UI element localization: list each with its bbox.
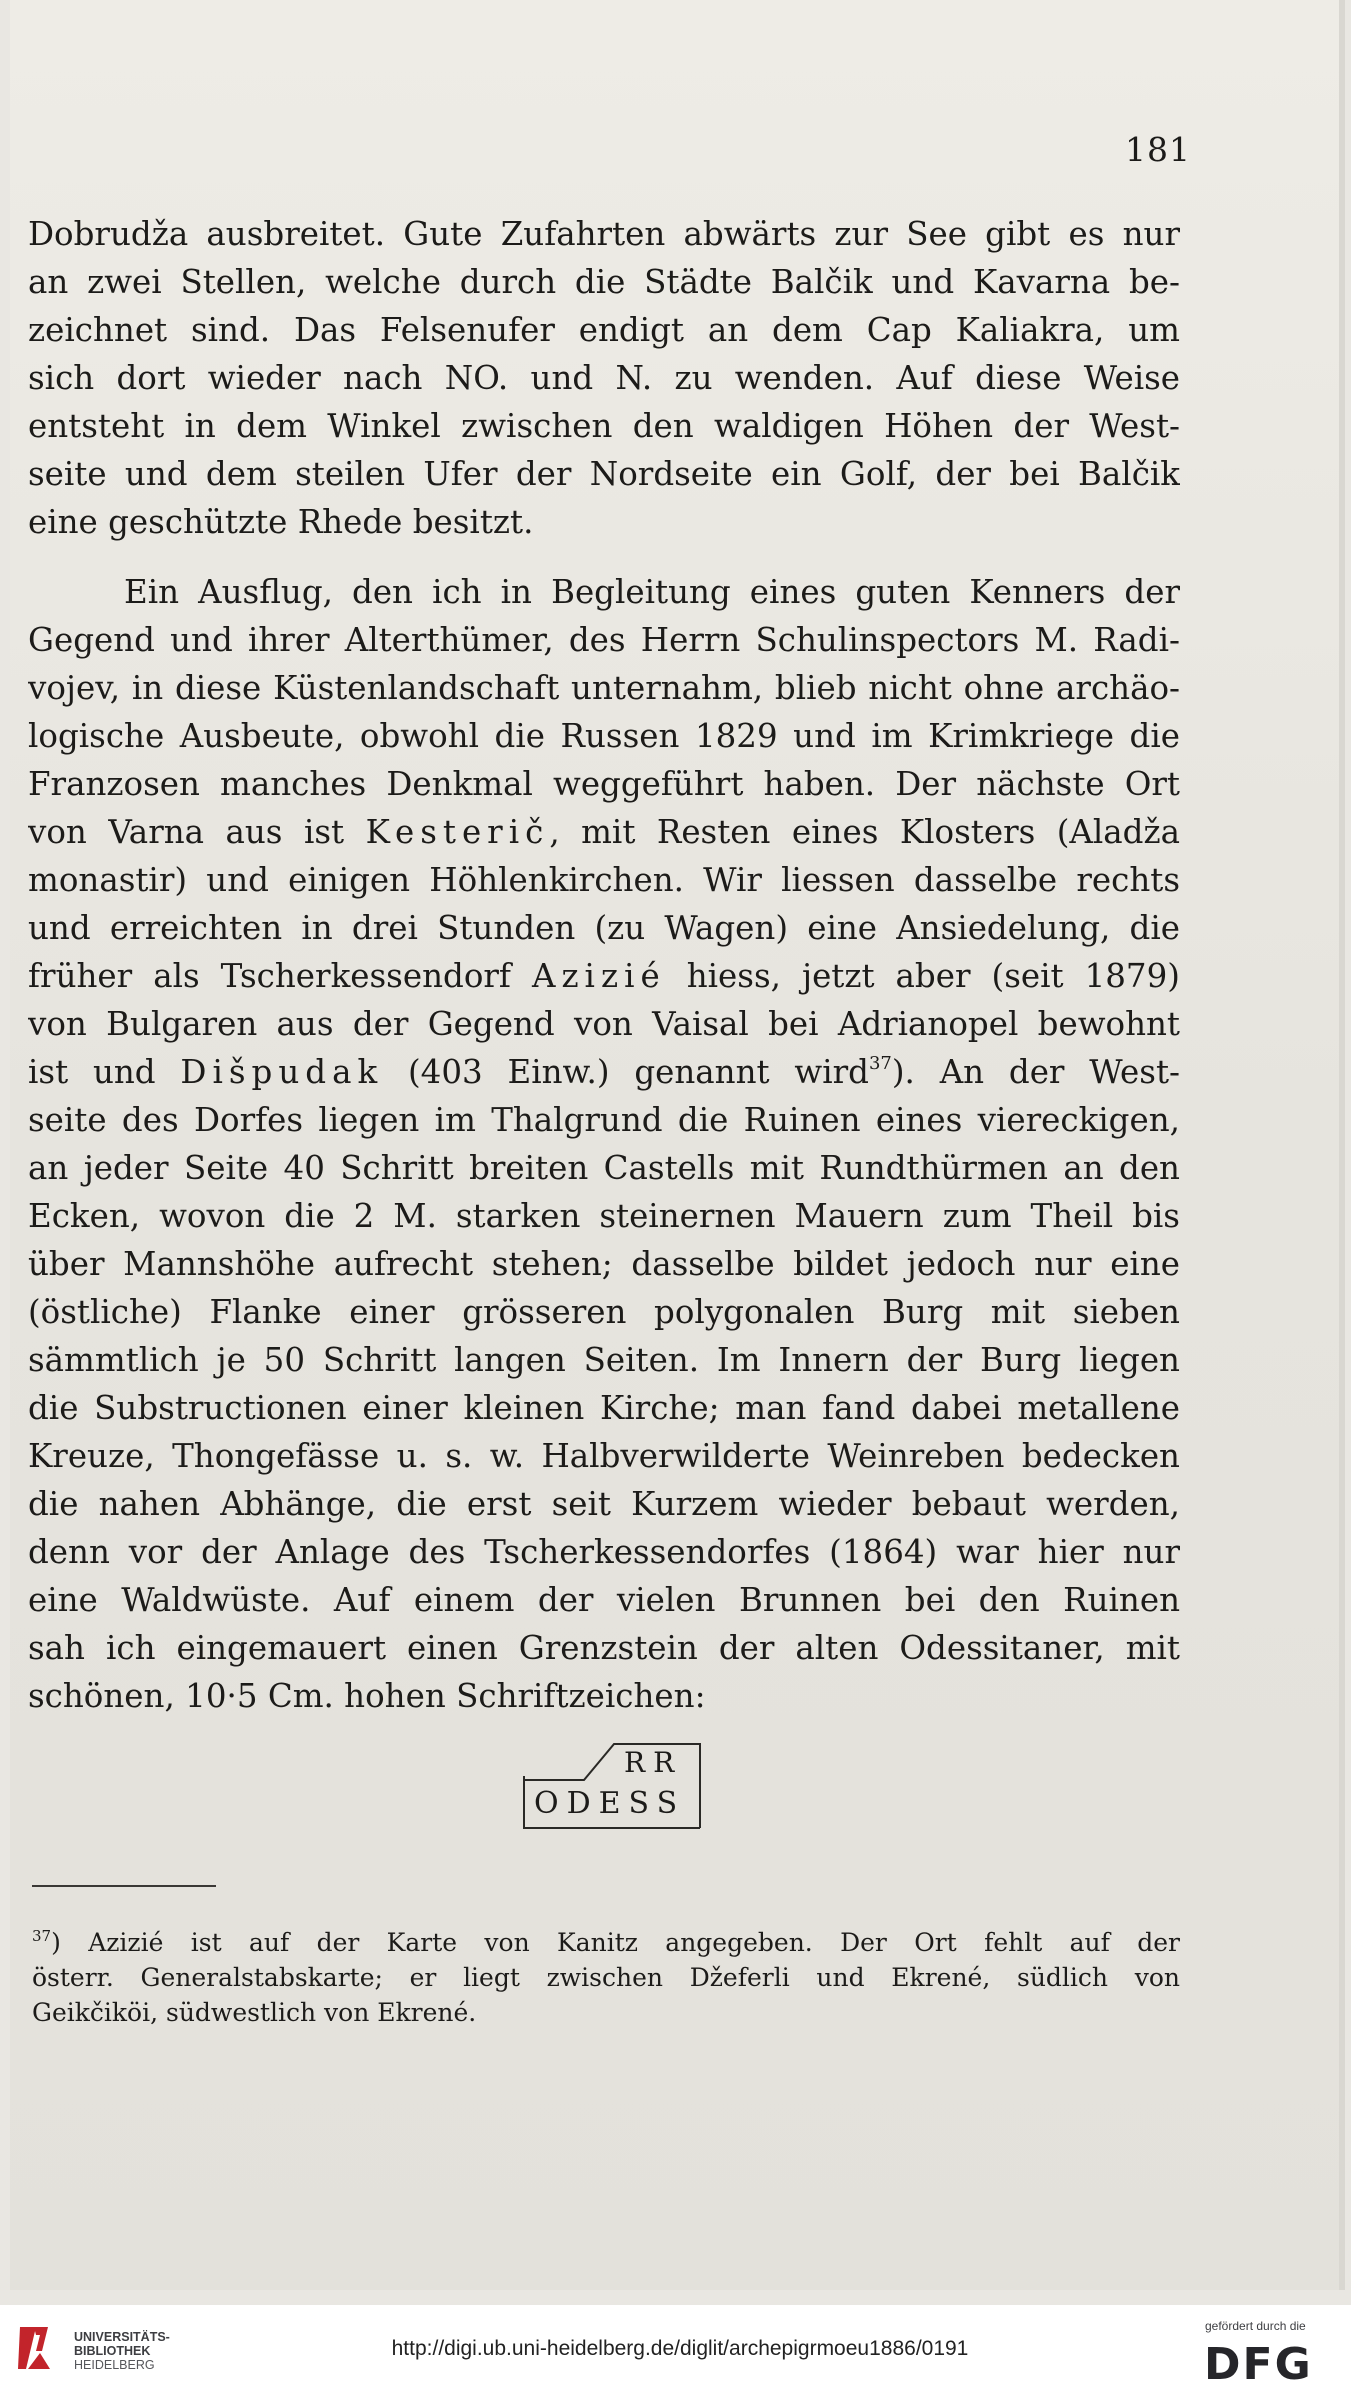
text-line: eine Waldwüste. Auf einem der vielen Brunnen bei den Ruinen — [28, 1581, 1180, 1619]
text-line: die nahen Abhänge, die erst seit Kurzem wieder bebaut werden, — [28, 1485, 1180, 1523]
body-text — [28, 210, 1180, 1720]
footnote-line: Geikčiköi, südwestlich von Ekrené. — [32, 1998, 477, 2027]
text-line: sämmtlich je 50 Schritt langen Seiten. Im Innern der Burg liegen — [28, 1341, 1180, 1379]
footer-bar — [0, 2305, 1351, 2399]
text-line: Franzosen manches Denkmal weggeführt haben. Der nächste Ort — [28, 765, 1180, 803]
text-line: denn vor der Anlage des Tscherkessendorfes (1864) war hier nur — [28, 1533, 1180, 1571]
footnote-line: $^{37}$) Azizié ist auf der Karte von Kanitz angegeben. Der Ort fehlt auf der — [32, 1927, 1180, 1957]
inscription-line: RR — [624, 1746, 683, 1779]
footnote-number: 37 — [32, 1927, 52, 1945]
page-number: 181 — [1125, 130, 1191, 169]
text-line: sah ich eingemauert einen Grenzstein der alten Odessitaner, mit — [28, 1629, 1180, 1667]
scanned-page — [10, 0, 1345, 2290]
text-line: Ecken, wovon die 2 M. starken steinernen Mauern zum Theil bis — [28, 1197, 1180, 1235]
footnote-line: österr. Generalstabskarte; er liegt zwischen Džeferli und Ekrené, südlich von — [32, 1963, 1180, 1992]
text-line: von Varna aus ist Kesterič, mit Resten eines Klosters (Aladža — [28, 813, 1180, 851]
footnote-reference[interactable]: 37 — [868, 1053, 892, 1074]
footnote — [32, 1925, 1180, 2030]
text-line: über Mannshöhe aufrecht stehen; dasselbe bildet jedoch nur eine — [28, 1245, 1180, 1283]
text-line: und erreichten in drei Stunden (zu Wagen) eine Ansiedelung, die — [28, 909, 1180, 947]
dfg-logo-icon[interactable]: DFG — [1204, 2339, 1313, 2390]
text-line: Gegend und ihrer Alterthümer, des Herrn Schulinspectors M. Radi- — [28, 621, 1180, 659]
text-line: entsteht in dem Winkel zwischen den waldigen Höhen der West- — [28, 407, 1180, 445]
university-library-name: UNIVERSITÄTS- BIBLIOTHEK HEIDELBERG — [74, 2330, 170, 2372]
spaced-place-name: Azizié — [531, 957, 666, 995]
text-line: eine geschützte Rhede besitzt. — [28, 503, 534, 541]
spaced-place-name: Dišpudak — [180, 1053, 384, 1091]
sponsor-label: gefördert durch die — [1205, 2319, 1306, 2333]
spaced-place-name: Kesterič — [365, 813, 550, 851]
permalink-url[interactable]: http://digi.ub.uni-heidelberg.de/diglit/archepigrmoeu1886/0191 — [391, 2337, 969, 2360]
text-line: monastir) und einigen Höhlenkirchen. Wir liessen dasselbe rechts — [28, 861, 1180, 899]
text-line: sich dort wieder nach NO. und N. zu wenden. Auf diese Weise — [28, 359, 1180, 397]
text-line: schönen, 10·5 Cm. hohen Schriftzeichen: — [28, 1677, 706, 1715]
text-line: logische Ausbeute, obwohl die Russen 1829 und im Krimkriege die — [28, 717, 1180, 755]
text-line: an zwei Stellen, welche durch die Städte Balčik und Kavarna be- — [28, 263, 1180, 301]
footnote-divider — [32, 1885, 216, 1887]
university-library-logo-icon[interactable] — [14, 2319, 54, 2377]
text-line: Ein Ausflug, den ich in Begleitung eines guten Kenners der — [124, 573, 1180, 611]
text-line: zeichnet sind. Das Felsenufer endigt an dem Cap Kaliakra, um — [28, 311, 1180, 349]
text-line: von Bulgaren aus der Gegend von Vaisal bei Adrianopel bewohnt — [28, 1005, 1180, 1043]
text-line: früher als Tscherkessendorf Azizié hiess, jetzt aber (seit 1879) — [28, 957, 1180, 995]
text-line: ist und Dišpudak (403 Einw.) genannt wird$^{37}$). An der West- — [28, 1053, 1180, 1091]
text-line: seite und dem steilen Ufer der Nordseite ein Golf, der bei Balčik — [28, 455, 1180, 493]
text-line: Dobrudža ausbreitet. Gute Zufahrten abwärts zur See gibt es nur — [28, 215, 1180, 253]
text-line: die Substructionen einer kleinen Kirche; man fand dabei metallene — [28, 1389, 1180, 1427]
text-line: an jeder Seite 40 Schritt breiten Castells mit Rundthürmen an den — [28, 1149, 1180, 1187]
text-line: Kreuze, Thongefässe u. s. w. Halbverwilderte Weinreben bedecken — [28, 1437, 1180, 1475]
inscription-line: ODESS — [534, 1786, 686, 1821]
text-line: (östliche) Flanke einer grösseren polygonalen Burg mit sieben — [28, 1293, 1180, 1331]
text-line: seite des Dorfes liegen im Thalgrund die Ruinen eines viereckigen, — [28, 1101, 1180, 1139]
inscription-drawing — [510, 1740, 710, 1832]
text-line: vojev, in diese Küstenlandschaft unternahm, blieb nicht ohne archäo- — [28, 669, 1180, 707]
